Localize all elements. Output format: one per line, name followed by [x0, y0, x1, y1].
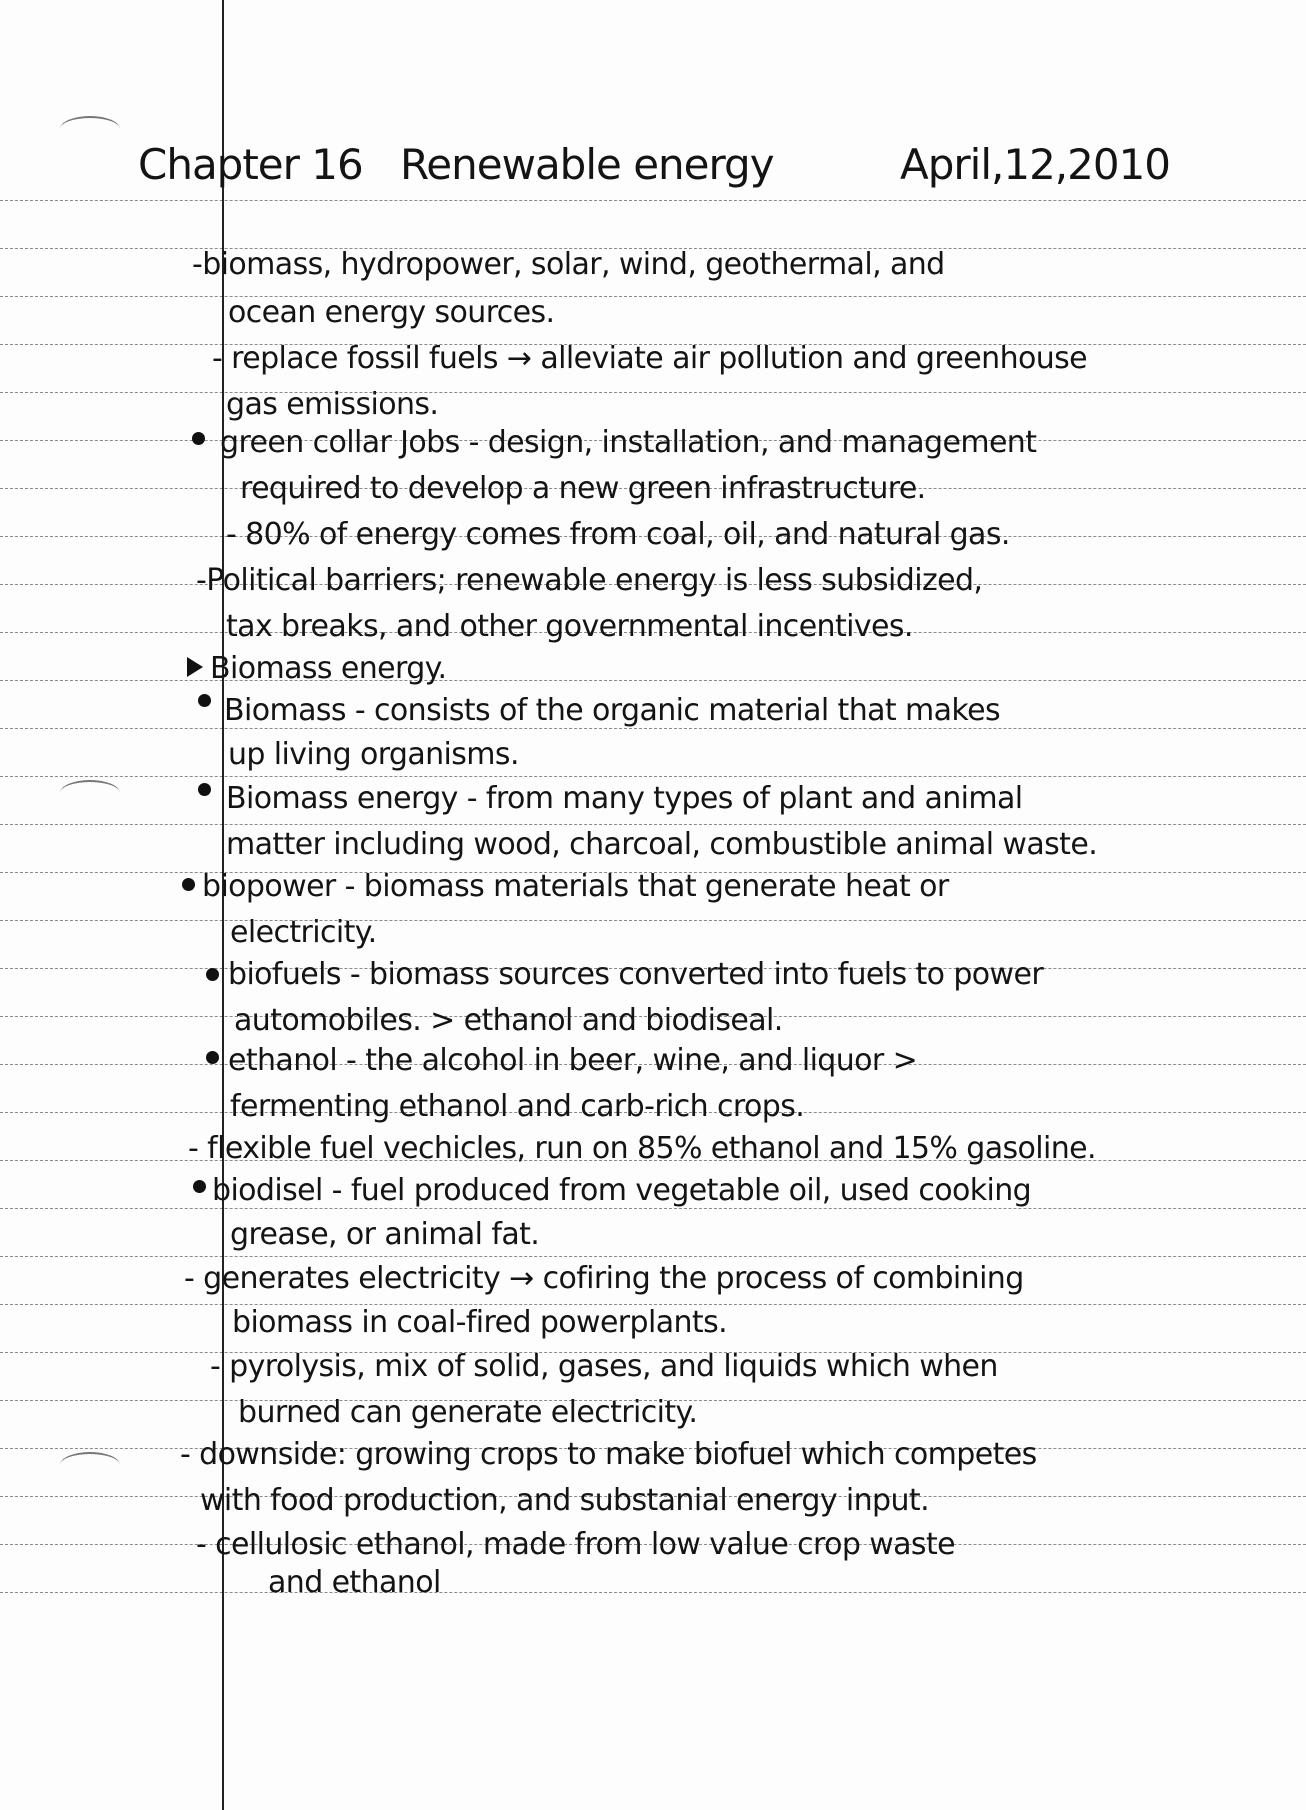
note-line: grease, or animal fat.	[230, 1217, 540, 1252]
binder-hole-mark	[60, 116, 120, 142]
binder-hole-mark	[60, 780, 120, 806]
note-line: Biomass energy.	[210, 651, 447, 686]
topic-title: Renewable energy	[400, 140, 774, 189]
rule-line	[0, 776, 1306, 777]
rule-line	[0, 920, 1306, 921]
note-line: - 80% of energy comes from coal, oil, and natural gas.	[226, 517, 1010, 552]
note-line: tax breaks, and other governmental incentives.	[226, 609, 913, 644]
rule-line	[0, 296, 1306, 297]
note-line: Biomass - consists of the organic material that makes	[224, 693, 1001, 728]
note-line: - downside: growing crops to make biofuel which competes	[180, 1437, 1037, 1472]
note-line: - cellulosic ethanol, made from low value crop waste	[196, 1527, 955, 1562]
note-line: -Political barriers; renewable energy is less subsidized,	[196, 563, 983, 598]
note-line: ocean energy sources.	[228, 295, 555, 330]
rule-line	[0, 200, 1306, 201]
note-line: gas emissions.	[226, 387, 439, 422]
note-line: biopower - biomass materials that generate heat or	[202, 869, 949, 904]
rule-line	[0, 1208, 1306, 1209]
note-line: - pyrolysis, mix of solid, gases, and liquids which when	[210, 1349, 998, 1384]
note-line: - replace fossil fuels → alleviate air pollution and greenhouse	[212, 341, 1088, 376]
bullet-dot	[182, 878, 195, 891]
rule-line	[0, 680, 1306, 681]
note-line: Biomass energy - from many types of plant and animal	[226, 781, 1023, 816]
note-line: biodisel - fuel produced from vegetable oil, used cooking	[212, 1173, 1032, 1208]
note-line: green collar Jobs - design, installation, and management	[220, 425, 1037, 460]
bullet-dot	[206, 968, 219, 981]
note-line: required to develop a new green infrastructure.	[240, 471, 926, 506]
note-date: April,12,2010	[900, 140, 1171, 189]
bullet-dot	[192, 432, 205, 445]
binder-hole-mark	[60, 1452, 120, 1478]
bullet-dot	[198, 783, 211, 796]
section-arrow-marker	[187, 657, 203, 677]
note-line: ethanol - the alcohol in beer, wine, and liquor >	[228, 1043, 918, 1078]
bullet-dot	[198, 694, 211, 707]
note-line: biofuels - biomass sources converted into fuels to power	[228, 957, 1044, 992]
chapter-label: Chapter 16	[138, 140, 363, 189]
rule-line	[0, 1256, 1306, 1257]
rule-line	[0, 1592, 1306, 1593]
note-line: up living organisms.	[228, 737, 519, 772]
note-line: matter including wood, charcoal, combustible animal waste.	[226, 827, 1098, 862]
rule-line	[0, 392, 1306, 393]
note-line: electricity.	[230, 915, 377, 950]
note-line: and ethanol	[268, 1565, 441, 1600]
note-line: with food production, and substanial energy input.	[200, 1483, 930, 1518]
note-line: - flexible fuel vechicles, run on 85% ethanol and 15% gasoline.	[188, 1131, 1096, 1166]
note-line: burned can generate electricity.	[238, 1395, 698, 1430]
rule-line	[0, 824, 1306, 825]
note-line: fermenting ethanol and carb-rich crops.	[230, 1089, 805, 1124]
rule-line	[0, 728, 1306, 729]
bullet-dot	[193, 1180, 206, 1193]
note-line: - generates electricity → cofiring the process of combining	[184, 1261, 1024, 1296]
note-line: biomass in coal-fired powerplants.	[232, 1305, 728, 1340]
note-line: automobiles. > ethanol and biodiseal.	[234, 1003, 783, 1038]
note-line: -biomass, hydropower, solar, wind, geothermal, and	[192, 247, 945, 282]
bullet-dot	[206, 1051, 219, 1064]
